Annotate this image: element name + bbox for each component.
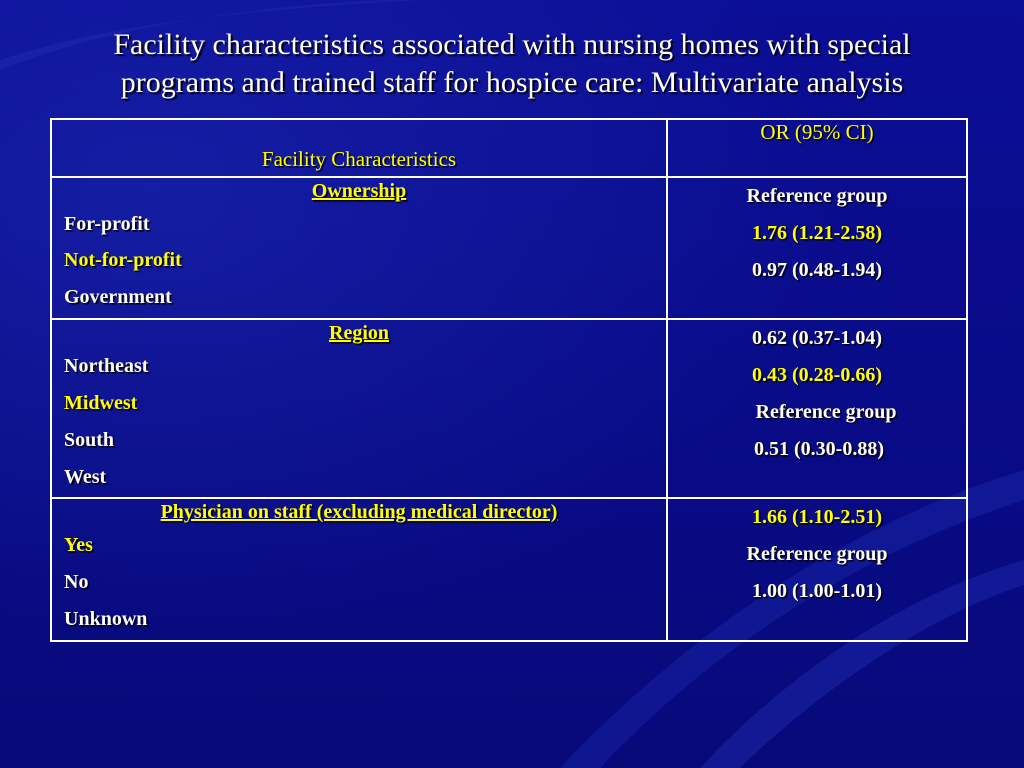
row-value: 0.51 (0.30-0.88) xyxy=(754,438,884,460)
header-characteristics-label: Facility Characteristics xyxy=(261,147,457,171)
row-value: 1.76 (1.21-2.58) xyxy=(752,222,882,244)
results-table xyxy=(50,118,968,642)
row-value: 0.97 (0.48-1.94) xyxy=(752,259,882,281)
slide-title-line-1: Facility characteristics associated with nursing homes with special xyxy=(113,28,911,61)
table-row-physician xyxy=(51,498,967,641)
table-row-ownership xyxy=(51,177,967,319)
row-label: West xyxy=(64,466,107,488)
row-value: 1.66 (1.10-2.51) xyxy=(752,506,882,528)
row-label: Government xyxy=(64,286,172,308)
row-label: Unknown xyxy=(64,608,148,630)
section-heading-region: Region xyxy=(329,322,389,344)
physician-values-cell xyxy=(667,498,967,641)
section-heading-physician: Physician on staff (excluding medical director) xyxy=(160,501,558,523)
row-label: South xyxy=(64,429,115,451)
slide-title xyxy=(40,26,984,102)
row-label: For-profit xyxy=(64,213,150,235)
table-row-region xyxy=(51,319,967,498)
header-cell-characteristics xyxy=(51,119,667,177)
row-label: No xyxy=(64,571,89,593)
row-value: 0.43 (0.28-0.66) xyxy=(752,364,882,386)
row-value: 1.00 (1.00-1.01) xyxy=(752,580,882,602)
region-values-cell xyxy=(667,319,967,498)
row-value: 0.62 (0.37-1.04) xyxy=(752,327,882,349)
physician-labels-cell xyxy=(51,498,667,641)
row-label: Yes xyxy=(64,534,93,556)
header-or-label: OR (95% CI) xyxy=(760,120,874,144)
row-value: Reference group xyxy=(755,401,897,423)
row-label: Midwest xyxy=(64,392,138,414)
row-label: Northeast xyxy=(64,355,149,377)
header-cell-or xyxy=(667,119,967,177)
region-labels-cell xyxy=(51,319,667,498)
section-heading-ownership: Ownership xyxy=(311,180,407,202)
ownership-labels-cell xyxy=(51,177,667,319)
row-label: Not-for-profit xyxy=(64,249,182,271)
row-value: Reference group xyxy=(746,543,888,565)
row-value: Reference group xyxy=(746,185,888,207)
ownership-values-cell xyxy=(667,177,967,319)
slide-title-line-2: programs and trained staff for hospice care: Multivariate analysis xyxy=(120,66,904,99)
table-header-row xyxy=(51,119,967,177)
